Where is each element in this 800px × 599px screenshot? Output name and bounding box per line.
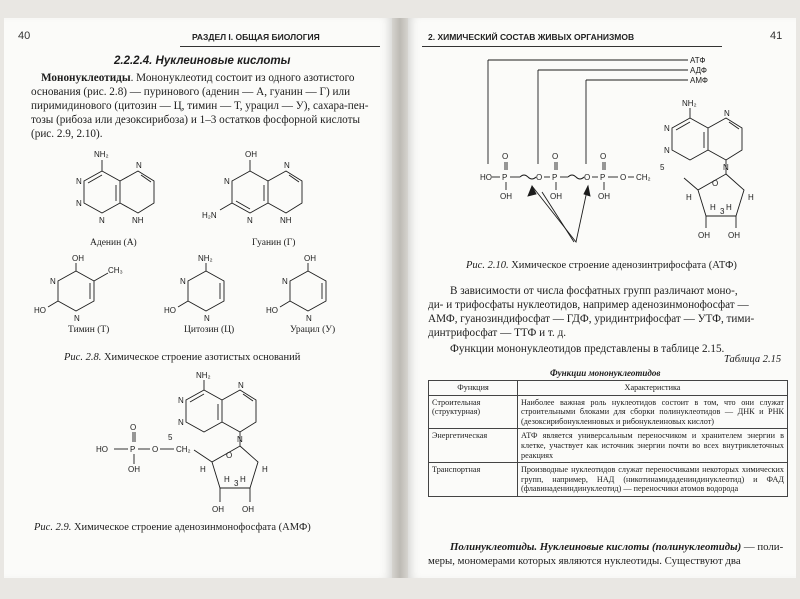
atom-label: OH <box>242 505 254 514</box>
cytosine-structure <box>164 253 254 323</box>
atf-label: АМФ <box>690 76 708 85</box>
atom-label: 3 <box>720 207 725 216</box>
atom-label: H <box>262 465 268 474</box>
base-label-guanine: Гуанин (Г) <box>252 238 296 248</box>
atom-label: O <box>536 173 543 182</box>
closing-paragraph <box>428 540 800 568</box>
paragraph-line: — поли- <box>741 541 784 553</box>
guanine-structure <box>202 146 312 236</box>
book-gutter <box>392 18 408 578</box>
table-header-cell: Характеристика <box>518 381 788 396</box>
right-page <box>408 18 796 578</box>
phosphate-paragraph <box>428 284 788 356</box>
atom-label: N <box>50 277 56 286</box>
atom-label: 5 <box>660 163 665 172</box>
atom-label: OH <box>500 192 512 201</box>
paragraph-line: Функции мононуклеотидов представлены в таблице 2.15. <box>450 343 725 355</box>
atom-label: OH <box>550 192 562 201</box>
atom-label: NH₂ <box>196 371 211 380</box>
atom-label: N <box>224 177 230 186</box>
uracil-structure <box>266 253 356 323</box>
base-label-uracil: Урацил (У) <box>290 325 336 335</box>
atom-label: H <box>686 193 692 202</box>
paragraph-line: В зависимости от числа фосфатных групп различают моно-, <box>450 285 738 297</box>
atom-label: N <box>136 161 142 170</box>
atom-label: NH <box>132 216 144 225</box>
atom-label: H <box>726 203 732 212</box>
intro-paragraph <box>31 71 381 141</box>
atom-label: CH₂ <box>176 445 191 454</box>
atom-label: N <box>724 109 730 118</box>
amp-structure <box>90 370 280 515</box>
atom-label: OH <box>304 254 316 263</box>
figure-caption-2-8 <box>64 352 300 363</box>
atom-label: N <box>284 161 290 170</box>
atom-label: P <box>502 173 508 182</box>
intro-line: основания (рис. 2.8) — пуринового (аденин — А, гуанин — Г) или <box>31 86 351 98</box>
table-row <box>429 429 788 463</box>
table-header-cell: Функция <box>429 381 518 396</box>
atom-label: N <box>204 314 210 323</box>
table-cell-function: Энергетическая <box>429 429 518 463</box>
atom-label: P <box>600 173 606 182</box>
atom-label: HO <box>96 445 108 454</box>
functions-table <box>428 380 788 497</box>
atom-label: N <box>99 216 105 225</box>
figure-number: Рис. 2.10. <box>466 260 509 271</box>
atf-label: АДФ <box>690 66 707 75</box>
atom-label: CH₂ <box>636 173 651 182</box>
figure-number: Рис. 2.8. <box>64 352 102 363</box>
atom-label: N <box>180 277 186 286</box>
adenine-structure <box>54 146 164 236</box>
atf-label: АТФ <box>690 56 706 65</box>
header-rule <box>422 46 722 47</box>
page-number: 41 <box>770 30 783 42</box>
atom-label: O <box>502 152 509 161</box>
intro-line: (рис. 2.9, 2.10). <box>31 128 103 140</box>
atom-label: H <box>224 475 230 484</box>
atom-label: HO <box>480 173 492 182</box>
base-label-adenine: Аденин (А) <box>90 238 137 248</box>
atom-label: N <box>237 435 243 444</box>
table-cell-description: АТФ является универсальным переносчиком и хранителем энергии в клетке, участвует как источник энергии почти во всех внутриклеточных реакциях <box>518 429 788 463</box>
left-page <box>4 18 392 578</box>
intro-line: тозы (рибоза или дезоксирибоза) и 1–3 остатков фосфорной кислоты <box>31 114 360 126</box>
table-caption: Функции мононуклеотидов <box>550 368 661 378</box>
atom-label: N <box>178 396 184 405</box>
table-cell-description: Производные нуклеотидов служат переносчиками некоторых химических групп, например, НАД (никотинамидадениндинуклеотид) и ФАД (флавинадениндинуклеотид) — переносчики атомов водорода <box>518 463 788 497</box>
figure-caption-2-9 <box>34 522 311 533</box>
atom-label: OH <box>728 231 740 240</box>
atom-label: HO <box>164 306 176 315</box>
table-number: Таблица 2.15 <box>724 354 782 365</box>
atom-label: O <box>130 423 137 432</box>
figure-number: Рис. 2.9. <box>34 522 72 533</box>
intro-line: . Мононуклеотид состоит из одного азотистого <box>130 72 355 84</box>
table-cell-function: Транспортная <box>429 463 518 497</box>
atom-label: 3 <box>234 479 239 488</box>
paragraph-line: динтрифосфат — ТТФ и т. д. <box>428 327 567 339</box>
atom-label: P <box>130 445 136 454</box>
atom-label: N <box>282 277 288 286</box>
atom-label: N <box>178 418 184 427</box>
table-header-row <box>429 381 788 396</box>
atom-label: O <box>226 451 233 460</box>
atom-label: N <box>76 177 82 186</box>
section-title: 2.2.2.4. Нуклеиновые кислоты <box>114 55 291 67</box>
paragraph-line: меры, мономерами которых являются нуклеотиды. Существуют два <box>428 555 741 567</box>
header-rule <box>180 46 380 47</box>
paragraph-line: АМФ, гуанозиндифосфат — ГДФ, уридинтрифосфат — УТФ, тими- <box>428 313 755 325</box>
atom-label: P <box>552 173 558 182</box>
atom-label: OH <box>72 254 84 263</box>
atom-label: NH₂ <box>198 254 213 263</box>
closing-term: Полинуклеотиды. Нуклеиновые кислоты (полинуклеотиды) <box>450 541 742 553</box>
atom-label: H <box>200 465 206 474</box>
table-row <box>429 463 788 497</box>
atom-label: H <box>240 475 246 484</box>
atom-label: N <box>664 124 670 133</box>
atom-label: NH₂ <box>94 150 109 159</box>
atom-label: O <box>552 152 559 161</box>
atom-label: OH <box>128 465 140 474</box>
figure-title: Химическое строение аденозинтрифосфата (АТФ) <box>511 260 737 271</box>
atom-label: H <box>748 193 754 202</box>
atom-label: N <box>238 381 244 390</box>
paragraph-line: ди- и трифосфаты нуклеотидов, например аденозинмонофосфат — <box>428 299 749 311</box>
atom-label: N <box>723 163 729 172</box>
intro-line: пиримидинового (цитозин — Ц, тимин — Т, урацил — У), сахара-пен- <box>31 100 369 112</box>
atom-label: NH <box>280 216 292 225</box>
atom-label: N <box>247 216 253 225</box>
atom-label: O <box>600 152 607 161</box>
atom-label: OH <box>212 505 224 514</box>
figure-title: Химическое строение азотистых оснований <box>103 352 301 363</box>
table-cell-description: Наиболее важная роль нуклеотидов состоит в том, что они служат строительными блоками для сборки полинуклеотидов — ДНК и РНК (дезоксирибонуклеиновых и рибонуклеиновых кислот) <box>518 395 788 429</box>
atp-structure <box>476 52 776 262</box>
base-label-thymine: Тимин (Т) <box>68 325 110 335</box>
atom-label: O <box>712 179 719 188</box>
atom-label: N <box>306 314 312 323</box>
atom-label: O <box>584 173 591 182</box>
table-row <box>429 395 788 429</box>
atom-label: 5 <box>168 433 173 442</box>
atom-label: OH <box>698 231 710 240</box>
atom-label: HO <box>34 306 46 315</box>
atom-label: O <box>152 445 159 454</box>
atom-label: N <box>74 314 80 323</box>
atom-label: N <box>76 199 82 208</box>
base-label-cytosine: Цитозин (Ц) <box>184 325 235 335</box>
thymine-structure <box>34 253 134 323</box>
atom-label: N <box>664 146 670 155</box>
atom-label: H₂N <box>202 211 217 220</box>
intro-term: Мононуклеотиды <box>41 72 131 84</box>
figure-title: Химическое строение аденозинмонофосфата (АМФ) <box>73 522 311 533</box>
atom-label: NH₂ <box>682 99 697 108</box>
atom-label: OH <box>245 150 257 159</box>
table-cell-function: Строительная (структурная) <box>429 395 518 429</box>
atom-label: H <box>710 203 716 212</box>
figure-caption-2-10 <box>466 260 737 271</box>
atom-label: HO <box>266 306 278 315</box>
running-header: 2. ХИМИЧЕСКИЙ СОСТАВ ЖИВЫХ ОРГАНИЗМОВ <box>428 32 635 42</box>
running-header: РАЗДЕЛ I. ОБЩАЯ БИОЛОГИЯ <box>192 32 320 42</box>
atom-label: O <box>620 173 627 182</box>
atom-label: CH₃ <box>108 266 123 275</box>
atom-label: OH <box>598 192 610 201</box>
page-number: 40 <box>18 30 31 42</box>
